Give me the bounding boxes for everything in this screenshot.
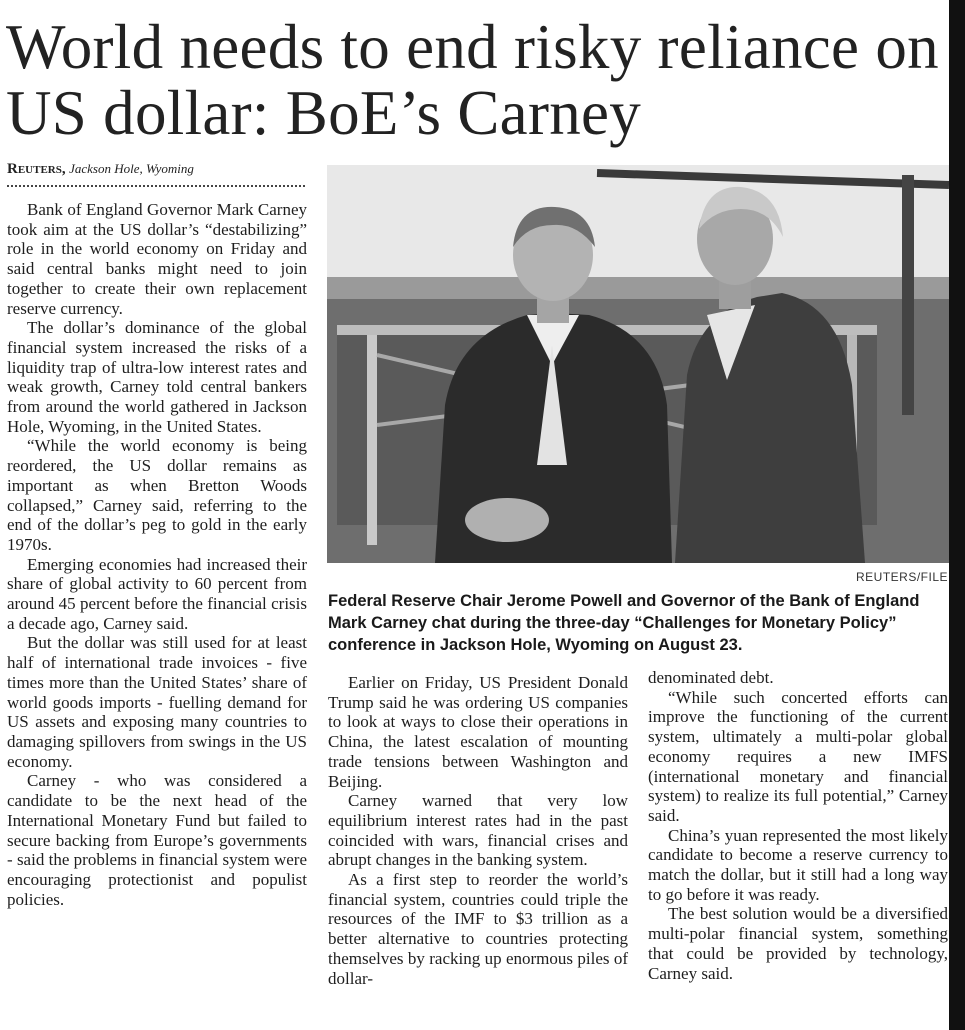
paragraph: Emerging economies had increased their share of global activity to 60 percent from around 45 percent before the financial crisis a decade ago, Carney said. [7, 554, 307, 633]
column-2 [328, 673, 628, 988]
paragraph: Carney warned that very low equilibrium interest rates had in the past coincided with wars, financial crises and abrupt changes in the banking system. [328, 791, 628, 870]
photo-credit: REUTERS/FILE [855, 570, 948, 584]
paragraph: But the dollar was still used for at least half of international trade invoices - five times more than the United States’ share of world goods imports - fuelling demand for US assets and exposing many countries to damaging spillovers from swings in the US economy. [7, 633, 307, 771]
byline [7, 161, 194, 178]
byline-agency: Reuters, [7, 161, 66, 177]
column-1 [7, 200, 307, 909]
paragraph: Carney - who was considered a candidate to be the next head of the International Monetary Fund but failed to secure backing from Europe’s governments - said the problems in financial system were encouraging protectionist and populist policies. [7, 771, 307, 909]
paragraph: The best solution would be a diversified multi-polar financial system, something that could be provided by technology, Carney said. [648, 904, 948, 983]
headline: World needs to end risky reliance on US dollar: BoE’s Carney [6, 12, 939, 148]
paragraph: Bank of England Governor Mark Carney took aim at the US dollar’s “destabilizing” role in the world economy on Friday and said central banks might need to join together to create their own replacement reserve currency. [7, 200, 307, 318]
paragraph: “While the world economy is being reordered, the US dollar remains as important as when Bretton Woods collapsed,” Carney said, referring to the end of the dollar’s peg to gold in the early 1970s. [7, 436, 307, 554]
photo-illustration [327, 165, 949, 563]
photo-caption: Federal Reserve Chair Jerome Powell and Governor of the Bank of England Mark Carney chat during the three-day “Challenges for Monetary Policy” conference in Jackson Hole, Wyoming on August 23. [328, 592, 920, 654]
paragraph: Earlier on Friday, US President Donald Trump said he was ordering US companies to look at ways to close their operations in China, the latest escalation of mounting trade tensions between Washington and Beijing. [328, 673, 628, 791]
byline-place: Jackson Hole, Wyoming [69, 161, 194, 176]
page-edge-bar [949, 0, 965, 1030]
paragraph: China’s yuan represented the most likely candidate to become a reserve currency to match the dollar, but it still had a long way to go before it was ready. [648, 825, 948, 904]
dotted-divider [7, 185, 305, 187]
column-3 [648, 668, 948, 983]
paragraph: As a first step to reorder the world’s financial system, countries could triple the resources of the IMF to $3 trillion as a better alternative to countries protecting themselves by racking up enormous piles of dollar- [328, 870, 628, 988]
paragraph: The dollar’s dominance of the global financial system increased the risks of a liquidity trap of ultra-low interest rates and weak growth, Carney told central bankers from around the world gathered in Jackson Hole, Wyoming, in the United States. [7, 318, 307, 436]
paragraph: “While such concerted efforts can improve the functioning of the current system, ultimately a multi-polar global economy requires a new IMFS (international monetary and financial system) to realize its full potential,” Carney said. [648, 687, 948, 825]
paragraph: denominated debt. [648, 668, 774, 687]
news-photo [327, 165, 949, 563]
